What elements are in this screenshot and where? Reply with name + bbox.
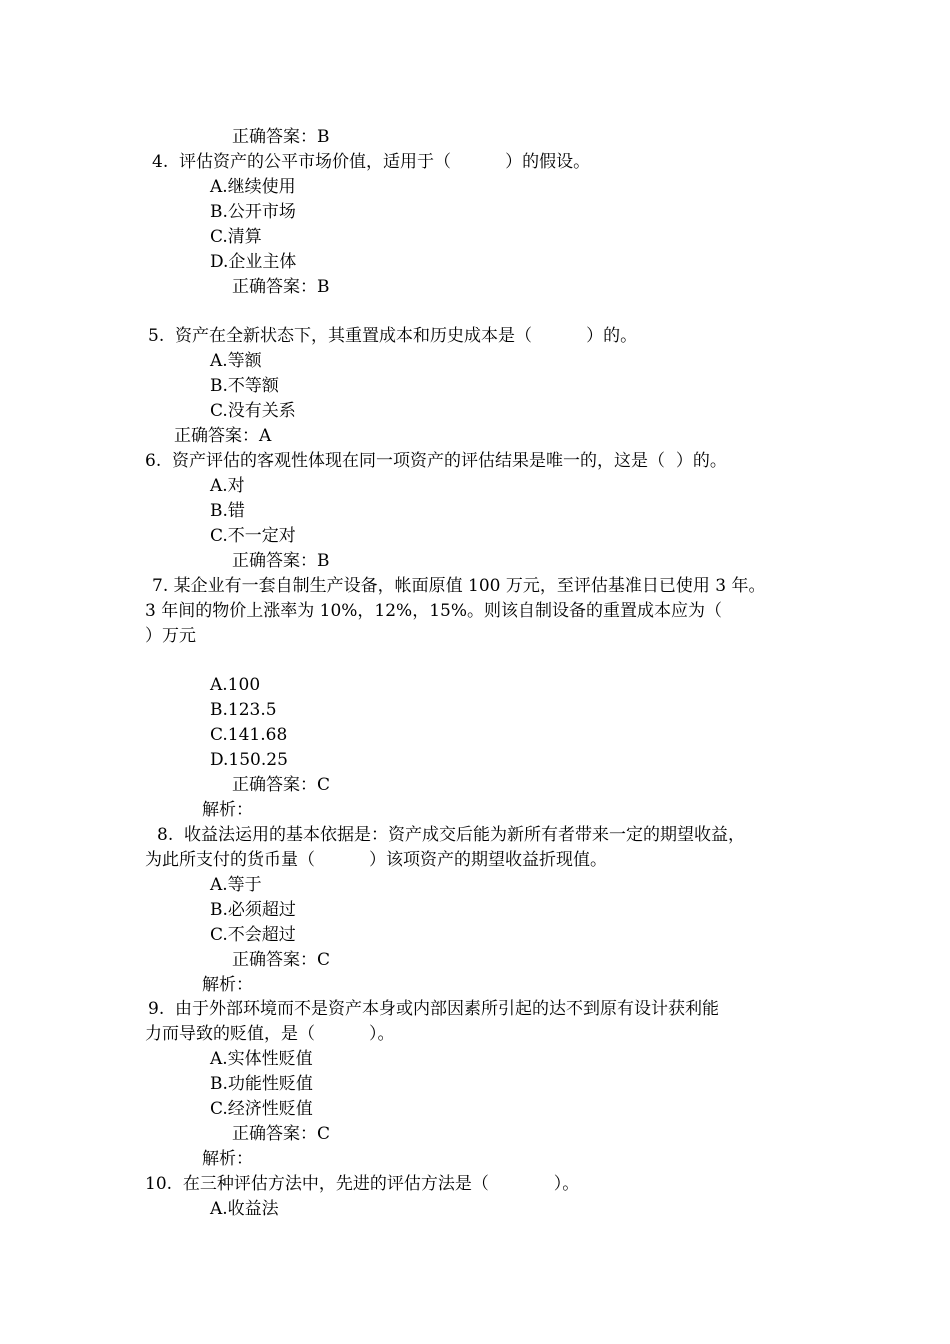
option-line: B.123.5 [210,700,277,720]
option-line: C.141.68 [210,725,288,745]
answer-line: 正确答案：C [232,1124,331,1144]
question-9-continued: 力而导致的贬值，是（ ）。 [145,1024,395,1044]
option-line: C.不会超过 [210,925,296,945]
option-line: C.清算 [210,227,262,247]
option-line: B.功能性贬值 [210,1074,313,1094]
answer-line: 正确答案：C [232,775,331,795]
question-7: 7. 某企业有一套自制生产设备，帐面原值 100 万元，至评估基准日已使用 3 年。 [152,576,766,596]
option-line: C.经济性贬值 [210,1099,313,1119]
option-line: B.错 [210,501,245,521]
option-line: D.150.25 [210,750,288,770]
option-line: A.对 [210,476,245,496]
analysis-label: 解析： [202,1149,253,1169]
question-8-continued: 为此所支付的货币量（ ）该项资产的期望收益折现值。 [145,850,608,870]
option-line: A.等额 [210,351,262,371]
answer-line: 正确答案：A [174,426,272,446]
question-10: 10. 在三种评估方法中，先进的评估方法是（ ）。 [145,1174,580,1194]
answer-line: 正确答案：B [232,551,330,571]
option-line: C.没有关系 [210,401,296,421]
option-line: A.等于 [210,875,262,895]
question-4: 4. 评估资产的公平市场价值，适用于（ ）的假设。 [152,152,591,172]
question-7-continued: 3 年间的物价上涨率为 10%，12%，15%。则该自制设备的重置成本应为（ [145,601,722,621]
option-line: A.收益法 [210,1199,279,1219]
question-5: 5. 资产在全新状态下，其重置成本和历史成本是（ ）的。 [148,326,638,346]
question-9: 9. 由于外部环境而不是资产本身或内部因素所引起的达不到原有设计获利能 [148,999,720,1019]
option-line: A.实体性贬值 [210,1049,313,1069]
analysis-label: 解析： [202,800,253,820]
option-line: B.不等额 [210,376,279,396]
option-line: D.企业主体 [210,252,297,272]
question-8: 8. 收益法运用的基本依据是：资产成交后能为新所有者带来一定的期望收益， [157,825,746,845]
answer-line: 正确答案：B [232,127,330,147]
question-7-continued: ）万元 [145,626,196,646]
option-line: B.必须超过 [210,900,296,920]
option-line: C.不一定对 [210,526,296,546]
answer-line: 正确答案：C [232,950,331,970]
analysis-label: 解析： [202,975,253,995]
option-line: B.公开市场 [210,202,296,222]
option-line: A.100 [210,675,261,695]
answer-line: 正确答案：B [232,277,330,297]
option-line: A.继续使用 [210,177,296,197]
question-6: 6. 资产评估的客观性体现在同一项资产的评估结果是唯一的，这是（ ）的。 [145,451,727,471]
